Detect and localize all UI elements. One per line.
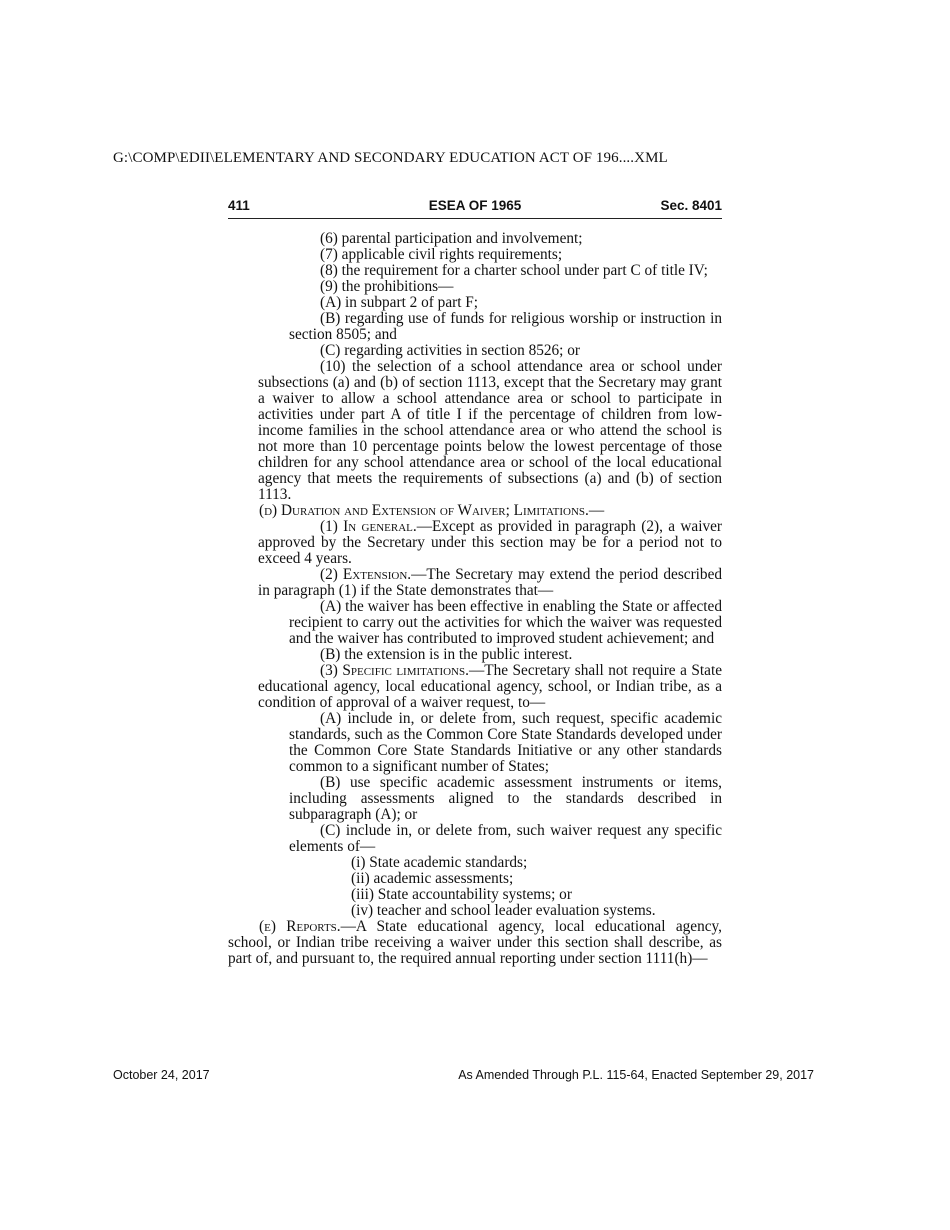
- clause-iii: (iii) State accountability systems; or: [351, 886, 572, 903]
- subsection-e: [228, 919, 722, 967]
- paragraph-10: (10) the selection of a school attendance area or school under subsections (a) and (b) of section 1113, except that the Secretary may grant a waiver to allow a school attendance area or school to participate in activities under part A of title I if the percentage of children from low-income families in the school attendance area or who attend the school is not more than 10 percentage points below the lowest percentage of those children for any school attendance area or school of the local educational agency that meets the requirements of subsections (a) and (b) of section 1113.: [258, 358, 722, 503]
- paragraph-9: (9) the prohibitions—: [320, 278, 454, 295]
- paragraph-d2-heading: (2) Extension.: [320, 566, 412, 583]
- footer-date: October 24, 2017: [113, 1068, 210, 1082]
- paragraph-d3-c: (C) include in, or delete from, such waiver request any specific elements of—: [289, 822, 722, 855]
- paragraph-d1-text: —Except as provided in paragraph (2), a waiver approved by the Secretary under this section may be for a period not to exceed 4 years.: [258, 518, 722, 567]
- paragraph-d2-text: —The Secretary may extend the period described in paragraph (1) if the State demonstrates that—: [258, 566, 723, 599]
- paragraph-d3-heading: (3) Specific limitations.: [320, 662, 469, 679]
- paragraph-d1-heading: (1) In general.: [320, 518, 417, 535]
- paragraph-d2-a: (A) the waiver has been effective in enabling the State or affected recipient to carry out the activities for which the waiver was requested and the waiver has contributed to improved student achievement; and: [289, 598, 722, 647]
- paragraph-6: (6) parental participation and involvement;: [320, 230, 583, 247]
- paragraph-9-a: (A) in subpart 2 of part F;: [320, 294, 479, 311]
- running-head-section: Sec. 8401: [660, 198, 722, 213]
- footer-amended: As Amended Through P.L. 115-64, Enacted September 29, 2017: [458, 1068, 814, 1082]
- subsection-d-heading: (d) Duration and Extension of Waiver; Limitations.—: [259, 502, 605, 519]
- paragraph-d2: [228, 567, 722, 599]
- paragraph-d3: [228, 663, 722, 711]
- paragraph-9-b: (B) regarding use of funds for religious worship or instruction in section 8505; and: [289, 310, 722, 343]
- subsection-e-text: —A State educational agency, local educational agency, school, or Indian tribe receiving a waiver under this section shall describe, as part of, and pursuant to, the required annual reporting under section 1111(h)—: [228, 918, 722, 967]
- paragraph-d1: [228, 519, 722, 567]
- statute-text: [228, 231, 722, 967]
- paragraph-8: (8) the requirement for a charter school under part C of title IV;: [320, 262, 708, 279]
- paragraph-d3-b: (B) use specific academic assessment instruments or items, including assessments aligned to the standards described in subparagraph (A); or: [289, 774, 722, 823]
- page-number: 411: [228, 198, 250, 213]
- running-head-title: ESEA OF 1965: [428, 198, 522, 213]
- paragraph-9-c: (C) regarding activities in section 8526; or: [320, 342, 580, 359]
- clause-iv: (iv) teacher and school leader evaluation systems.: [351, 902, 656, 919]
- clause-ii: (ii) academic assessments;: [351, 870, 514, 887]
- paragraph-d3-text: —The Secretary shall not require a State educational agency, local educational agency, school, or Indian tribe, as a condition of approval of a waiver request, to—: [258, 662, 722, 711]
- file-path: G:\COMP\EDII\ELEMENTARY AND SECONDARY EDUCATION ACT OF 196....XML: [113, 150, 668, 166]
- clause-i: (i) State academic standards;: [351, 854, 528, 871]
- paragraph-d3-a: (A) include in, or delete from, such request, specific academic standards, such as the Common Core State Standards developed under the Common Core State Standards Initiative or any other standards common to a significant number of States;: [289, 710, 722, 775]
- paragraph-d2-b: (B) the extension is in the public interest.: [320, 646, 573, 663]
- paragraph-7: (7) applicable civil rights requirements;: [320, 246, 563, 263]
- subsection-e-heading: (e) Reports.: [259, 918, 341, 935]
- running-head: [228, 198, 722, 219]
